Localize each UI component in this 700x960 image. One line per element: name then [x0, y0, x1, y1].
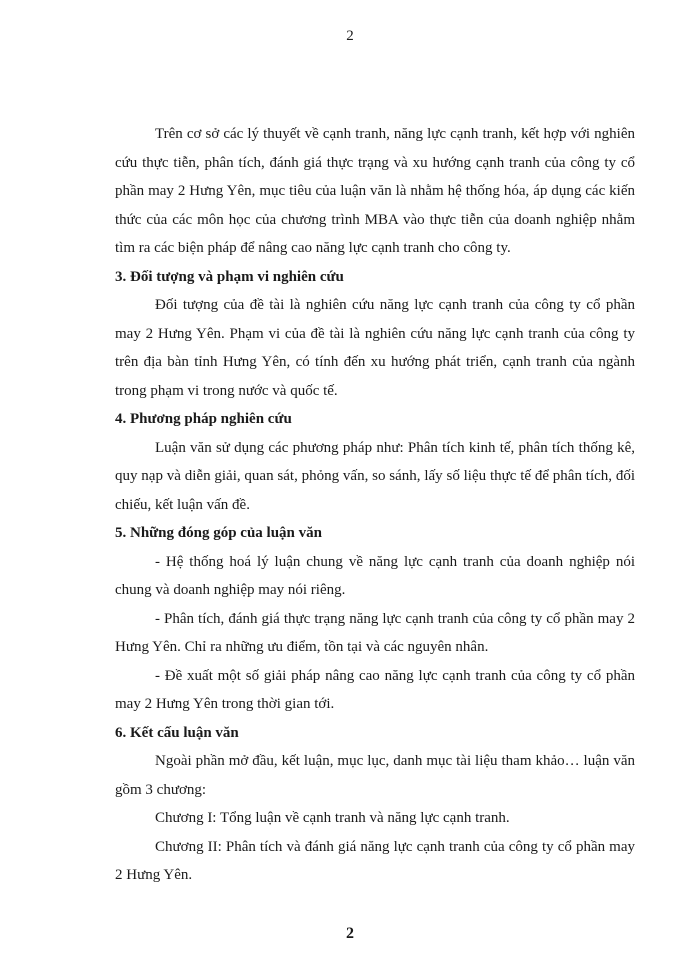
document-body: [115, 120, 635, 890]
intro-paragraph: Trên cơ sở các lý thuyết về cạnh tranh, năng lực cạnh tranh, kết hợp với nghiên cứu thực tiễn, phân tích, đánh giá thực trạng và xu hướng cạnh tranh của công ty cổ phần may 2 Hưng Yên, mục tiêu của luận văn là nhằm hệ thống hóa, áp dụng các kiến thức của các môn học của chương trình MBA vào thực tiễn của doanh nghiệp nhằm tìm ra các biện pháp để nâng cao năng lực cạnh tranh cho công ty.: [115, 126, 635, 256]
section-6-paragraph: Ngoài phần mở đầu, kết luận, mục lục, danh mục tài liệu tham khảo… luận văn gồm 3 chương:: [115, 753, 635, 798]
chapter-1-line: Chương I: Tổng luận về cạnh tranh và năng lực cạnh tranh.: [155, 810, 510, 826]
section-4-heading: 4. Phương pháp nghiên cứu: [115, 411, 292, 427]
page-number-header: 2: [346, 28, 354, 44]
contribution-item-2: - Phân tích, đánh giá thực trạng năng lực cạnh tranh của công ty cổ phần may 2 Hưng Yên. Chỉ ra những ưu điểm, tồn tại và các nguyên nhân.: [115, 610, 635, 655]
contribution-item-1: - Hệ thống hoá lý luận chung về năng lực cạnh tranh của doanh nghiệp nói chung và doanh nghiệp may nói riêng.: [115, 553, 635, 598]
section-5-heading: 5. Những đóng góp của luận văn: [115, 525, 322, 541]
page-number-footer: 2: [346, 925, 354, 942]
section-3-heading: 3. Đối tượng và phạm vi nghiên cứu: [115, 268, 344, 285]
section-6-heading: 6. Kết cấu luận văn: [115, 724, 239, 741]
section-4-paragraph: Luận văn sử dụng các phương pháp như: Phân tích kinh tế, phân tích thống kê, quy nạp và diễn giải, quan sát, phỏng vấn, so sánh, lấy số liệu thực tế để phân tích, đối chiếu, kết luận vấn đề.: [115, 439, 635, 513]
section-3-paragraph: Đối tượng của đề tài là nghiên cứu năng lực cạnh tranh của công ty cổ phần may 2 Hưng Yên. Phạm vi của đề tài là nghiên cứu năng lực cạnh tranh của công ty trên địa bàn tỉnh Hưng Yên, có tính đến xu hướng phát triển, cạnh tranh của ngành trong phạm vi trong nước và quốc tế.: [115, 297, 635, 399]
contribution-item-3: - Đề xuất một số giải pháp nâng cao năng lực cạnh tranh của công ty cổ phần may 2 Hưng Yên trong thời gian tới.: [115, 667, 635, 712]
chapter-2-line: Chương II: Phân tích và đánh giá năng lực cạnh tranh của công ty cổ phần may 2 Hưng Yên.: [115, 838, 635, 883]
